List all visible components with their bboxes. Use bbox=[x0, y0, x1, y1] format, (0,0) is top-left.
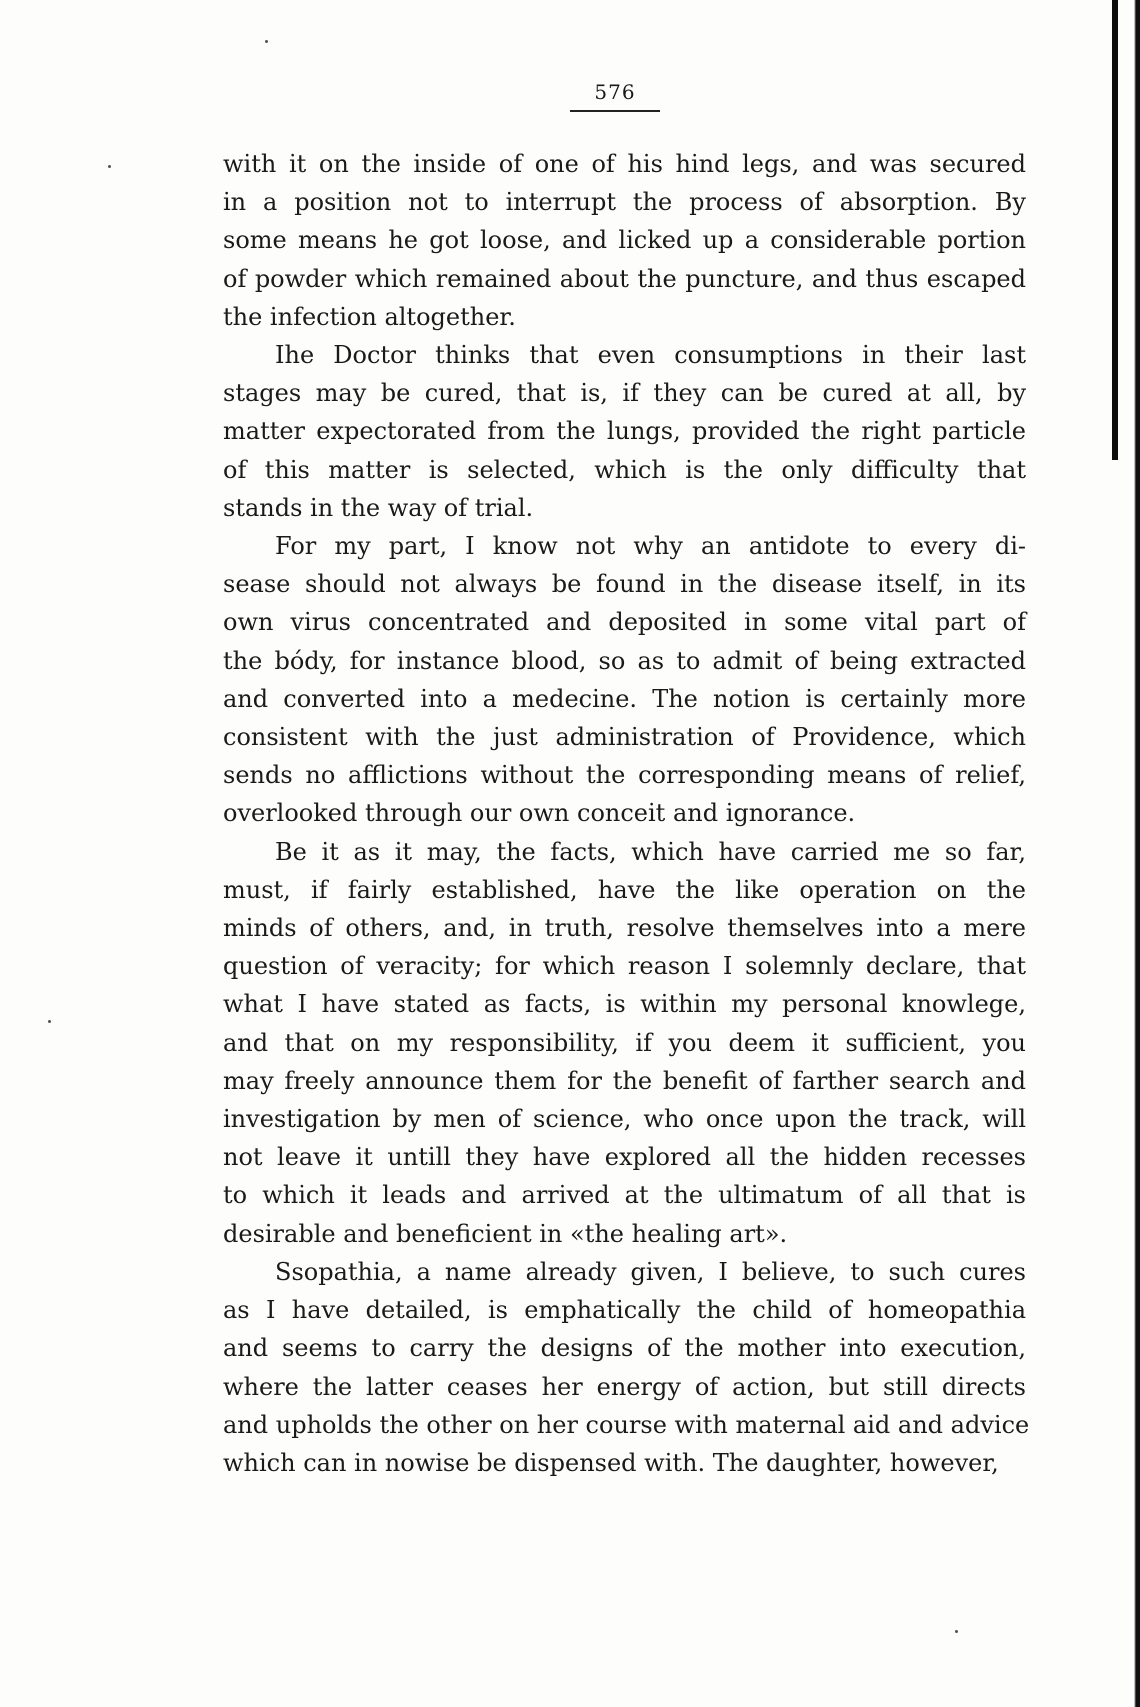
text-line: of powder which remained about the puncture, and thus escaped bbox=[223, 264, 1026, 293]
text-line: as I have detailed, is emphatically the child of homeopathia bbox=[223, 1296, 1026, 1325]
text-line: may freely announce them for the benefit of farther search and bbox=[223, 1066, 1026, 1095]
paragraph bbox=[223, 833, 1026, 1253]
page-number: 576 bbox=[594, 80, 636, 104]
text-line: with it on the inside of one of his hind legs, and was secured bbox=[223, 150, 1026, 178]
text-line: desirable and beneficient in «the healing art». bbox=[223, 1219, 788, 1248]
text-line: to which it leads and arrived at the ultimatum of all that is bbox=[223, 1181, 1026, 1210]
text-line: question of veracity; for which reason I solemnly declare, that bbox=[223, 952, 1026, 981]
text-line: Ssopathia, a name already given, I believe, to such cures bbox=[275, 1257, 1026, 1286]
scan-speck bbox=[48, 1020, 51, 1023]
body-text bbox=[223, 145, 1030, 1482]
text-line: minds of others, and, in truth, resolve themselves into a mere bbox=[223, 914, 1026, 943]
text-line: stands in the way of trial. bbox=[223, 493, 534, 522]
paragraph bbox=[223, 145, 1026, 336]
text-line: must, if fairly established, have the like operation on the bbox=[223, 875, 1026, 904]
text-line: and upholds the other on her course with maternal aid and advice bbox=[223, 1410, 1030, 1439]
text-line: own virus concentrated and deposited in some vital part of bbox=[223, 608, 1026, 637]
scan-speck bbox=[108, 165, 111, 168]
text-line: For my part, I know not why an antidote to every di- bbox=[275, 532, 1026, 561]
text-line: the bódy, for instance blood, so as to admit of being extracted bbox=[223, 646, 1026, 675]
page-number-underline bbox=[570, 110, 660, 112]
text-line: sends no afflictions without the corresponding means of relief, bbox=[223, 761, 1026, 790]
page-edge bbox=[1130, 0, 1140, 1707]
text-line: and converted into a medecine. The notion is certainly more bbox=[223, 684, 1026, 713]
text-line: not leave it untill they have explored all the hidden recesses bbox=[223, 1143, 1026, 1172]
text-line: investigation by men of science, who once upon the track, will bbox=[223, 1105, 1026, 1134]
text-line: the infection altogether. bbox=[223, 302, 516, 331]
text-line: some means he got loose, and licked up a considerable portion bbox=[223, 226, 1026, 255]
text-line: and seems to carry the designs of the mother into execution, bbox=[223, 1334, 1026, 1363]
text-line: matter expectorated from the lungs, provided the right particle bbox=[223, 417, 1026, 446]
paragraph bbox=[223, 527, 1026, 833]
text-line: in a position not to interrupt the process of absorption. By bbox=[223, 188, 1026, 217]
text-line: stages may be cured, that is, if they can be cured at all, by bbox=[223, 379, 1026, 408]
paragraph bbox=[223, 1253, 1030, 1482]
paragraph bbox=[223, 336, 1026, 527]
text-line: overlooked through our own conceit and ignorance. bbox=[223, 799, 856, 828]
text-line: of this matter is selected, which is the only difficulty that bbox=[223, 455, 1026, 484]
text-line: which can in nowise be dispensed with. The daughter, however, bbox=[223, 1448, 999, 1477]
text-line: what I have stated as facts, is within my personal knowlege, bbox=[223, 990, 1026, 1019]
text-line: where the latter ceases her energy of action, but still directs bbox=[223, 1372, 1026, 1401]
text-line: sease should not always be found in the disease itself, in its bbox=[223, 570, 1026, 599]
binding-shadow bbox=[1112, 0, 1118, 460]
text-line: Be it as it may, the facts, which have carried me so far, bbox=[275, 837, 1026, 866]
text-line: Ihe Doctor thinks that even consumptions in their last bbox=[275, 341, 1026, 370]
text-line: consistent with the just administration of Providence, which bbox=[223, 723, 1026, 752]
scan-speck bbox=[955, 1630, 958, 1633]
scan-speck bbox=[265, 40, 268, 43]
text-line: and that on my responsibility, if you deem it sufficient, you bbox=[223, 1028, 1026, 1057]
